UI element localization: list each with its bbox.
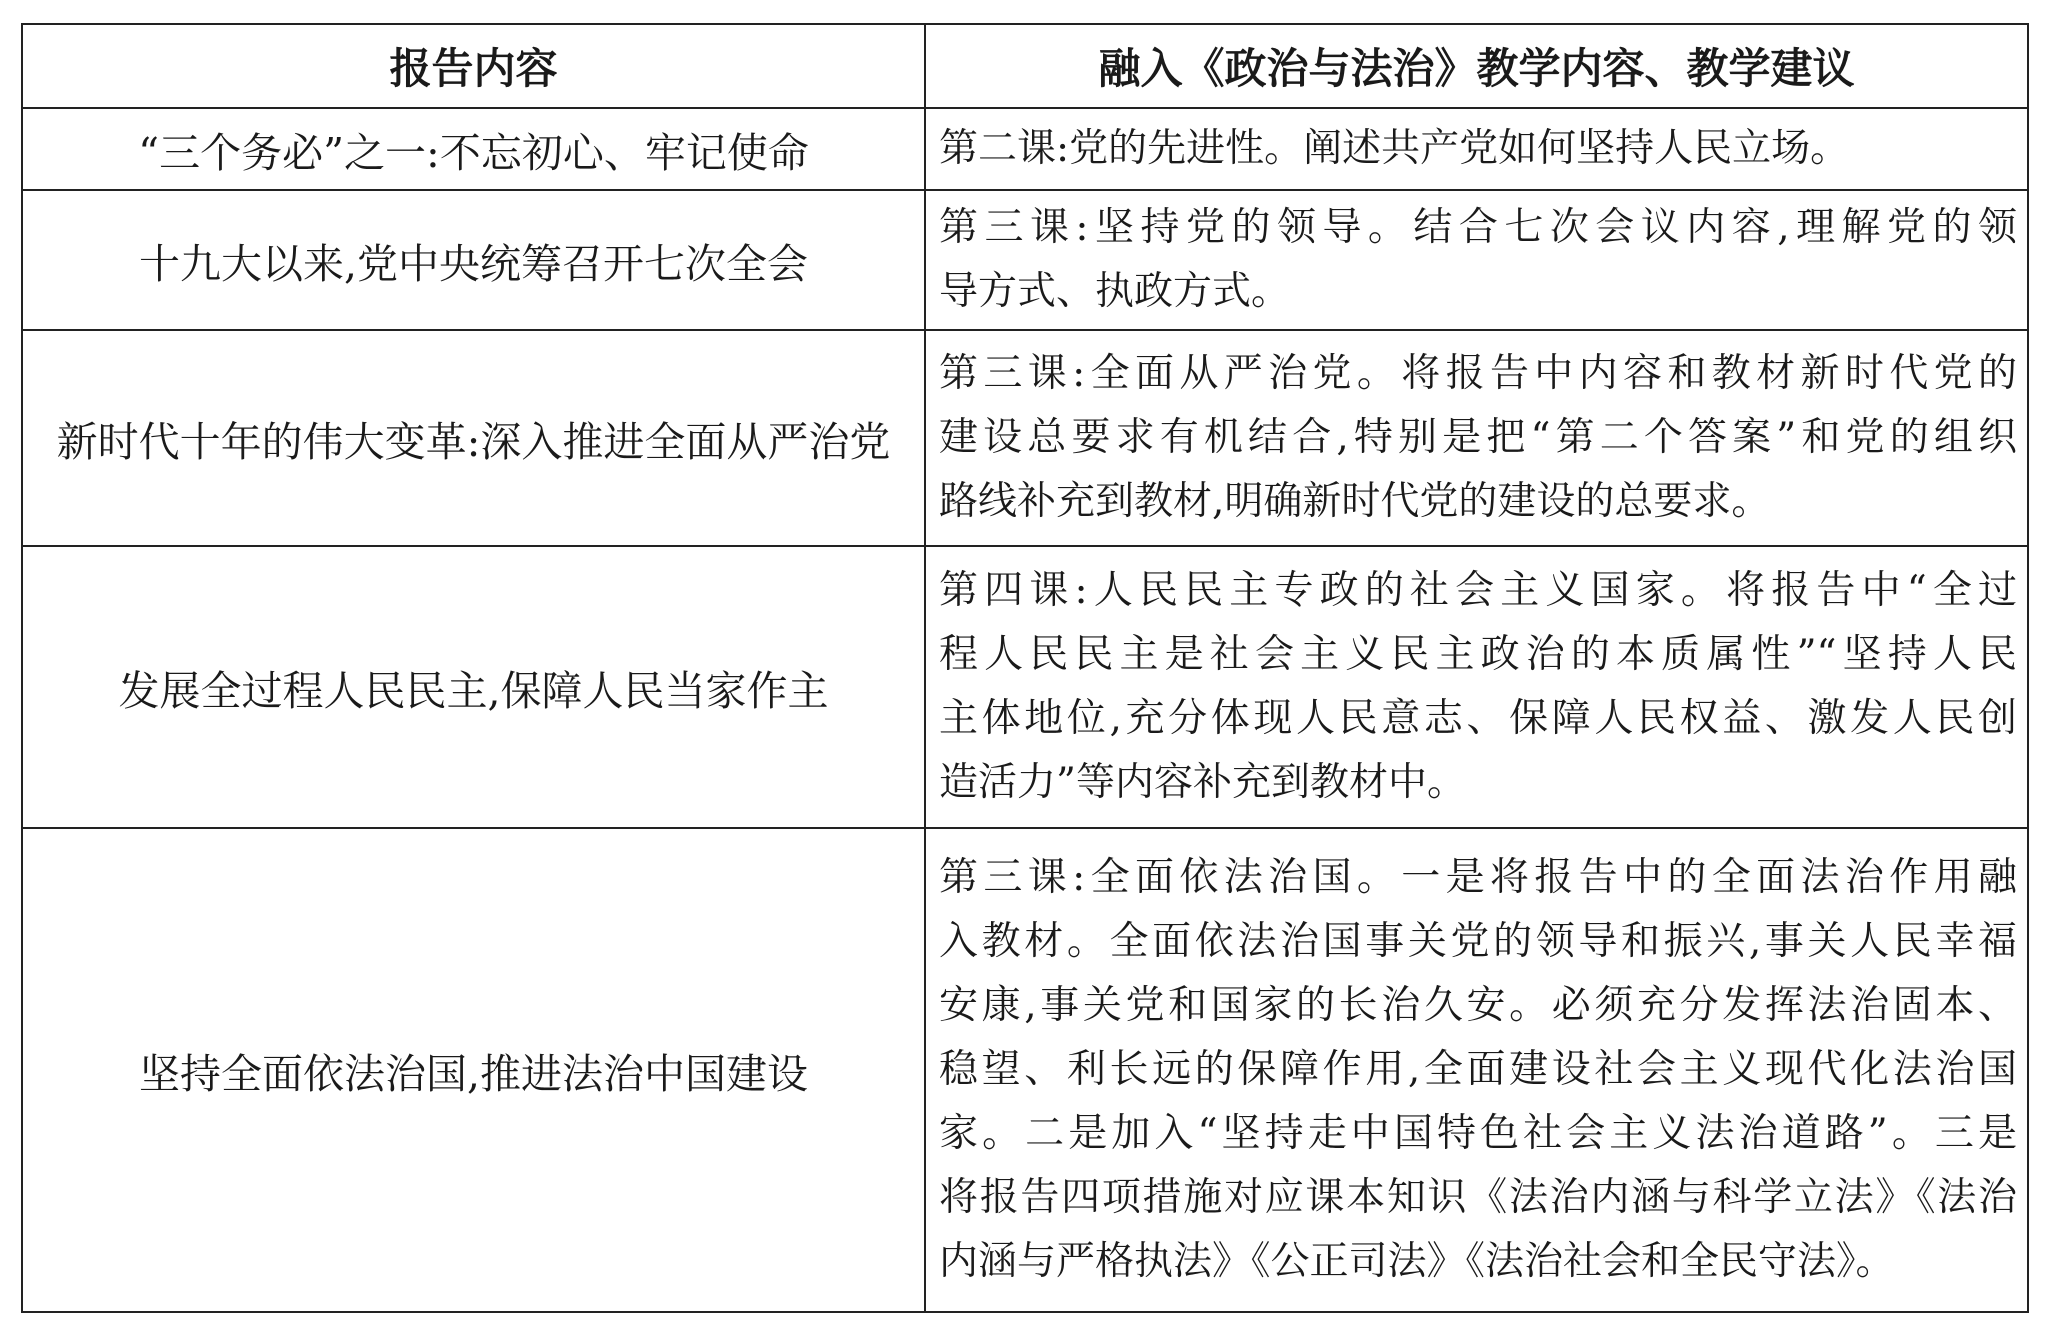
table-row xyxy=(22,828,2028,1312)
suggestion-line: 造活力”等内容补充到教材中。 xyxy=(939,760,1466,805)
header-row xyxy=(22,24,2028,108)
suggestion-line: 第三课:全面依法治国。一是将报告中的全面法治作用融 xyxy=(939,855,2017,900)
teaching-suggestion-cell xyxy=(925,828,2028,1312)
teaching-suggestion-cell xyxy=(925,108,2028,190)
suggestion-line: 建设总要求有机结合,特别是把“第二个答案”和党的组织 xyxy=(939,415,2017,460)
suggestion-line: 将报告四项措施对应课本知识《法治内涵与科学立法》《法治 xyxy=(939,1175,2017,1220)
table-row xyxy=(22,330,2028,546)
report-content-cell: 坚持全面依法治国,推进法治中国建设 xyxy=(22,828,925,1312)
suggestion-line: 安康,事关党和国家的长治久安。必须充分发挥法治固本、 xyxy=(939,983,2017,1028)
suggestion-line: 第三课:坚持党的领导。结合七次会议内容,理解党的领 xyxy=(939,205,2017,250)
teaching-suggestion-cell xyxy=(925,190,2028,330)
content-table xyxy=(21,23,2029,1313)
report-content-cell: 十九大以来,党中央统筹召开七次全会 xyxy=(22,190,925,330)
suggestion-line: 稳望、利长远的保障作用,全面建设社会主义现代化法治国 xyxy=(939,1047,2017,1092)
suggestion-line: 程人民民主是社会主义民主政治的本质属性”“坚持人民 xyxy=(939,632,2017,677)
report-content-cell: 发展全过程人民民主,保障人民当家作主 xyxy=(22,546,925,828)
report-content-cell: “三个务必”之一:不忘初心、牢记使命 xyxy=(22,108,925,190)
suggestion-line: 主体地位,充分体现人民意志、保障人民权益、激发人民创 xyxy=(939,696,2017,741)
teaching-suggestion-cell xyxy=(925,546,2028,828)
suggestion-line: 第三课:全面从严治党。将报告中内容和教材新时代党的 xyxy=(939,351,2017,396)
header-report-content: 报告内容 xyxy=(22,24,925,108)
suggestion-line: 路线补充到教材,明确新时代党的建设的总要求。 xyxy=(939,479,1771,524)
teaching-suggestion-cell xyxy=(925,330,2028,546)
suggestion-line: 内涵与严格执法》《公正司法》《法治社会和全民守法》。 xyxy=(939,1239,1895,1284)
suggestion-line: 入教材。全面依法治国事关党的领导和振兴,事关人民幸福 xyxy=(939,919,2017,964)
suggestion-line: 第二课:党的先进性。阐述共产党如何坚持人民立场。 xyxy=(939,126,1850,171)
suggestion-line: 家。二是加入“坚持走中国特色社会主义法治道路”。三是 xyxy=(939,1111,2017,1156)
table-row xyxy=(22,108,2028,190)
report-content-cell: 新时代十年的伟大变革:深入推进全面从严治党 xyxy=(22,330,925,546)
table-row xyxy=(22,546,2028,828)
header-teaching-suggestion: 融入《政治与法治》教学内容、教学建议 xyxy=(925,24,2028,108)
suggestion-line: 导方式、执政方式。 xyxy=(939,269,1291,314)
suggestion-line: 第四课:人民民主专政的社会主义国家。将报告中“全过 xyxy=(939,568,2017,613)
table-row xyxy=(22,190,2028,330)
